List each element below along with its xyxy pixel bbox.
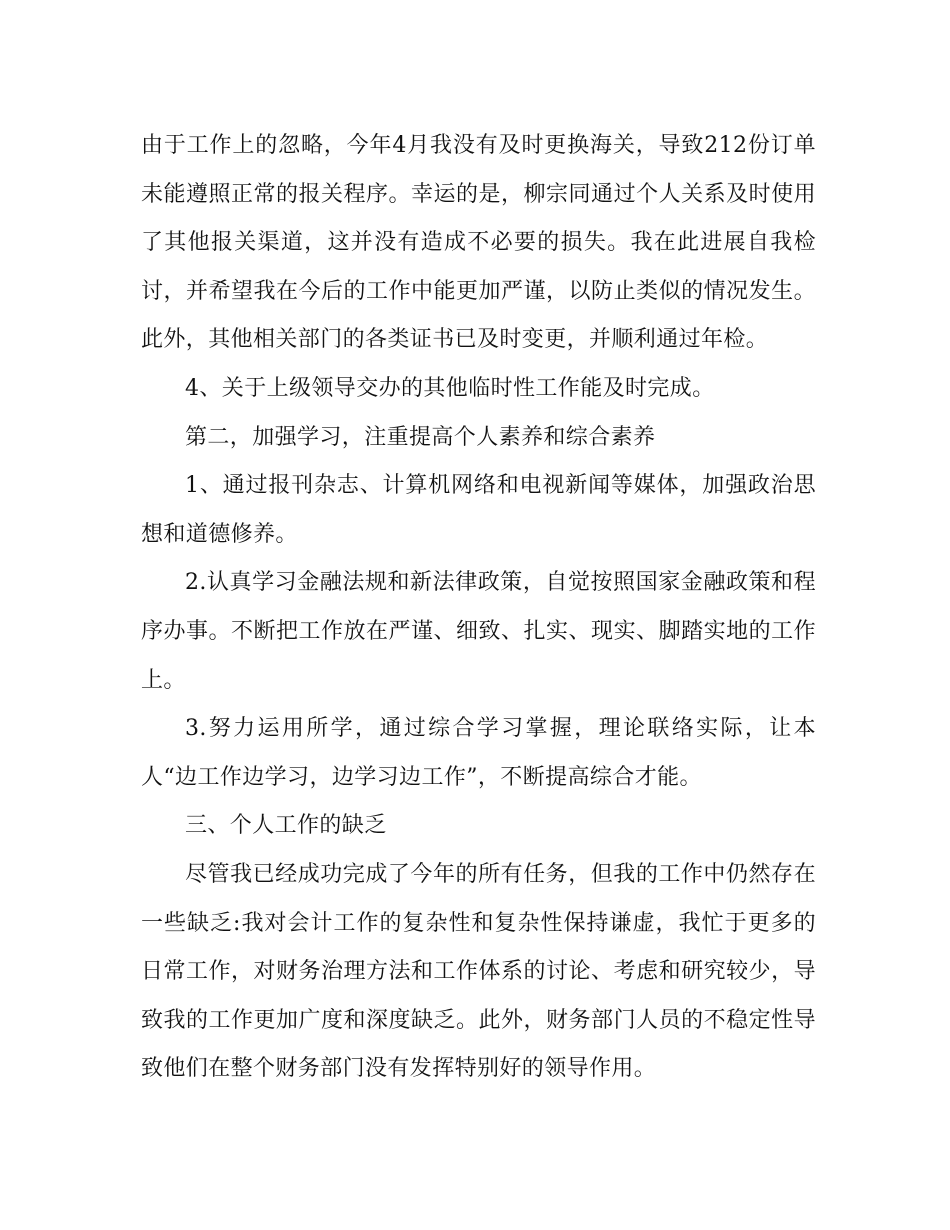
paragraph-5: 3.努力运用所学，通过综合学习掌握，理论联络实际，让本人“边工作边学习，边学习边工作”，不断提高综合才能。 — [141, 716, 816, 790]
paragraph-1: 由于工作上的忽略，今年4月我没有及时更换海关，导致212份订单未能遵照正常的报关程序。幸运的是，柳宗同通过个人关系及时使用了其他报关渠道，这并没有造成不必要的损失。我在此进展自我检讨，并希望我在今后的工作中能更加严谨，以防止类似的情况发生。此外，其他相关部门的各类证书已及时变更，并顺利通过年检。 — [141, 133, 816, 353]
paragraph-3: 1、通过报刊杂志、计算机网络和电视新闻等媒体，加强政治思想和道德修养。 — [141, 473, 816, 547]
section-heading-2: 第二，加强学习，注重提高个人素养和综合素养 — [185, 424, 656, 450]
paragraph-4: 2.认真学习金融法规和新法律政策，自觉按照国家金融政策和程序办事。不断把工作放在严谨、细致、扎实、现实、脚踏实地的工作上。 — [141, 570, 816, 693]
document-body — [141, 122, 816, 1094]
paragraph-2: 4、关于上级领导交办的其他临时性工作能及时完成。 — [185, 375, 715, 401]
section-heading-3: 三、个人工作的缺乏 — [185, 813, 387, 839]
paragraph-6: 尽管我已经成功完成了今年的所有任务，但我的工作中仍然存在一些缺乏:我对会计工作的复杂性和复杂性保持谦虚，我忙于更多的日常工作，对财务治理方法和工作体系的讨论、考虑和研究较少，导致我的工作更加广度和深度缺乏。此外，财务部门人员的不稳定性导致他们在整个财务部门没有发挥特别好的领导作用。 — [141, 861, 816, 1082]
